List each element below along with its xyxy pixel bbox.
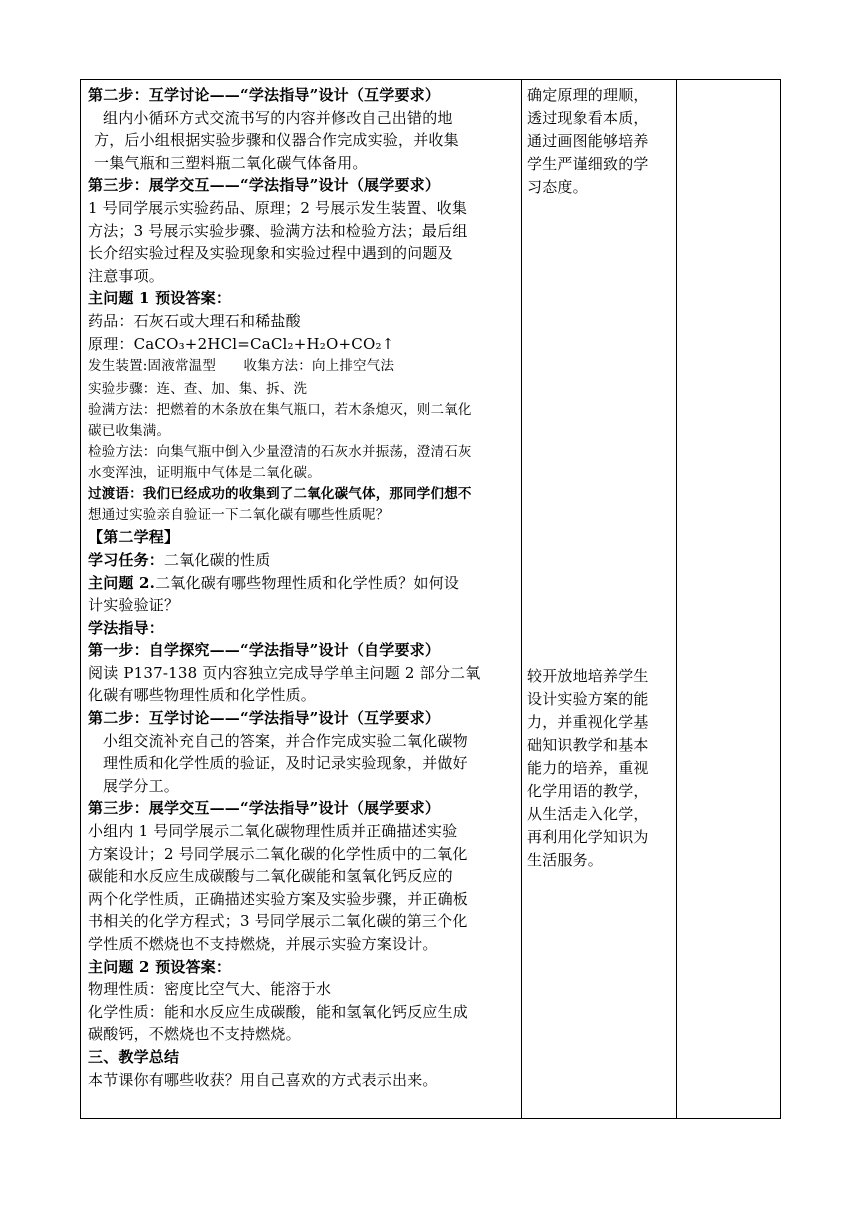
text-line: 一集气瓶和三塑料瓶二氧化碳气体备用。 — [94, 153, 368, 172]
text-line: 阅读 P137-138 页内容独立完成导学单主问题 2 部分二氧 — [88, 663, 481, 682]
text-line: 展学分工。 — [103, 776, 180, 795]
chemical-equation: 原理：CaCO₃+2HCl=CaCl₂+H₂O+CO₂↑ — [88, 334, 395, 353]
text-line: 学性质不燃烧也不支持燃烧，并展示实验方案设计。 — [88, 935, 438, 953]
transition-line — [88, 484, 520, 505]
text-line: 发生装置:固液常温型 收集方法：向上排空气法 — [88, 358, 395, 375]
column-divider — [676, 80, 677, 1118]
text-line: 书相关的化学方程式；3 号同学展示二氧化碳的第三个化 — [88, 912, 468, 931]
text-line: 1 号同学展示实验药品、原理；2 号展示发生装置、收集 — [88, 198, 468, 217]
text-line: 碳能和水反应生成碳酸与二氧化碳能和氢氧化钙反应的 — [88, 867, 453, 886]
text-line: 想通过实验亲自验证一下二氧化碳有哪些性质呢？ — [88, 507, 390, 524]
task-text: 二氧化碳的性质 — [164, 550, 271, 569]
text-line: 长介绍实验过程及实验现象和实验过程中遇到的问题及 — [88, 244, 453, 263]
answer2-heading: 主问题 2 预设答案： — [88, 957, 232, 976]
text-line: 化碳有哪些物理性质和化学性质。 — [88, 686, 317, 705]
section-heading: 【第二学程】 — [88, 528, 180, 547]
step2-heading: 第二步：互学讨论——“学法指导”设计（互学要求） — [88, 709, 441, 728]
text-line: 实验步骤：连、查、加、集、拆、洗 — [88, 380, 308, 397]
intent-line: 习态度。 — [527, 178, 588, 196]
intent-line: 再利用化学知识为 — [527, 828, 649, 846]
intent-line: 通过画图能够培养 — [527, 132, 649, 150]
text-line: 小组交流补充自己的答案，并合作完成实验二氧化碳物 — [103, 731, 468, 750]
text-line: 两个化学性质，正确描述实验方案及实验步骤，并正确板 — [88, 889, 469, 908]
text-line: 计实验验证？ — [88, 596, 180, 615]
intent-line: 能力的培养，重视 — [527, 759, 649, 777]
text-line: 化学性质：能和水反应生成碳酸，能和氢氧化钙反应生成 — [88, 1002, 469, 1021]
intent-line: 化学用语的教学， — [527, 782, 649, 800]
text-line: 方法；3 号展示实验步骤、验满方法和检验方法；最后组 — [88, 221, 468, 240]
text-line: 小组内 1 号同学展示二氧化碳物理性质并正确描述实验 — [88, 822, 458, 841]
step3-heading: 第三步：展学交互——“学法指导”设计（展学要求） — [88, 176, 441, 195]
text-line: 药品：石灰石或大理石和稀盐酸 — [88, 311, 301, 330]
summary-heading: 三、教学总结 — [88, 1047, 180, 1066]
answer1-heading: 主问题 1 预设答案： — [88, 289, 232, 308]
text-line: 方案设计；2 号同学展示二氧化碳的化学性质中的二氧化 — [88, 844, 468, 863]
guidance-heading: 学法指导： — [88, 618, 165, 637]
text-line: 本节课你有哪些收获？用自己喜欢的方式表示出来。 — [88, 1070, 438, 1089]
teaching-process-cell — [88, 84, 520, 1091]
text-line: 水变浑浊，证明瓶中气体是二氧化碳。 — [88, 465, 321, 482]
intent-line: 透过现象看本质， — [527, 109, 649, 127]
intent-line: 学生严谨细致的学 — [527, 155, 649, 173]
intent-line: 力，并重视化学基 — [527, 713, 649, 731]
task-line — [88, 549, 520, 572]
task-label: 学习任务： — [88, 550, 165, 569]
step1-heading: 第一步：自学探究——“学法指导”设计（自学要求） — [88, 641, 441, 660]
question2-label: 主问题 2. — [88, 573, 156, 592]
design-intent-top — [527, 84, 675, 199]
intent-line: 确定原理的理顺， — [527, 86, 649, 104]
text-line: 碳酸钙，不燃烧也不支持燃烧。 — [88, 1025, 301, 1044]
intent-line: 生活服务。 — [527, 851, 604, 869]
text-line: 组内小循环方式交流书写的内容并修改自己出错的地 — [103, 108, 453, 127]
step3-heading: 第三步：展学交互——“学法指导”设计（展学要求） — [88, 799, 441, 818]
intent-line: 从生活走入化学， — [527, 805, 649, 823]
transition-label: 过渡语：我们已经成功的收集到了二氧化碳气体，那同学们想不 — [88, 486, 472, 503]
text-line: 碳已收集满。 — [88, 423, 171, 440]
step2-heading: 第二步：互学讨论——“学法指导”设计（互学要求） — [88, 86, 441, 104]
text-line: 方，后小组根据实验步骤和仪器合作完成实验，并收集 — [94, 131, 459, 150]
text-line: 验满方法：把燃着的木条放在集气瓶口，若木条熄灭，则二氧化 — [88, 402, 472, 419]
text-line: 注意事项。 — [88, 266, 165, 285]
question2-text: 二氧化碳有哪些物理性质和化学性质？如何设 — [155, 573, 460, 592]
lesson-plan-table — [80, 79, 781, 1119]
intent-line: 设计实验方案的能 — [527, 690, 649, 708]
design-intent-bottom — [527, 665, 675, 872]
question2-line — [88, 572, 520, 595]
text-line: 物理性质：密度比空气大、能溶于水 — [88, 980, 332, 999]
text-line: 检验方法：向集气瓶中倒入少量澄清的石灰水并振荡，澄清石灰 — [88, 444, 472, 461]
intent-line: 础知识教学和基本 — [527, 736, 649, 754]
text-line: 理性质和化学性质的验证，及时记录实验现象，并做好 — [103, 754, 468, 773]
column-divider — [521, 80, 522, 1118]
intent-line: 较开放地培养学生 — [527, 667, 649, 685]
